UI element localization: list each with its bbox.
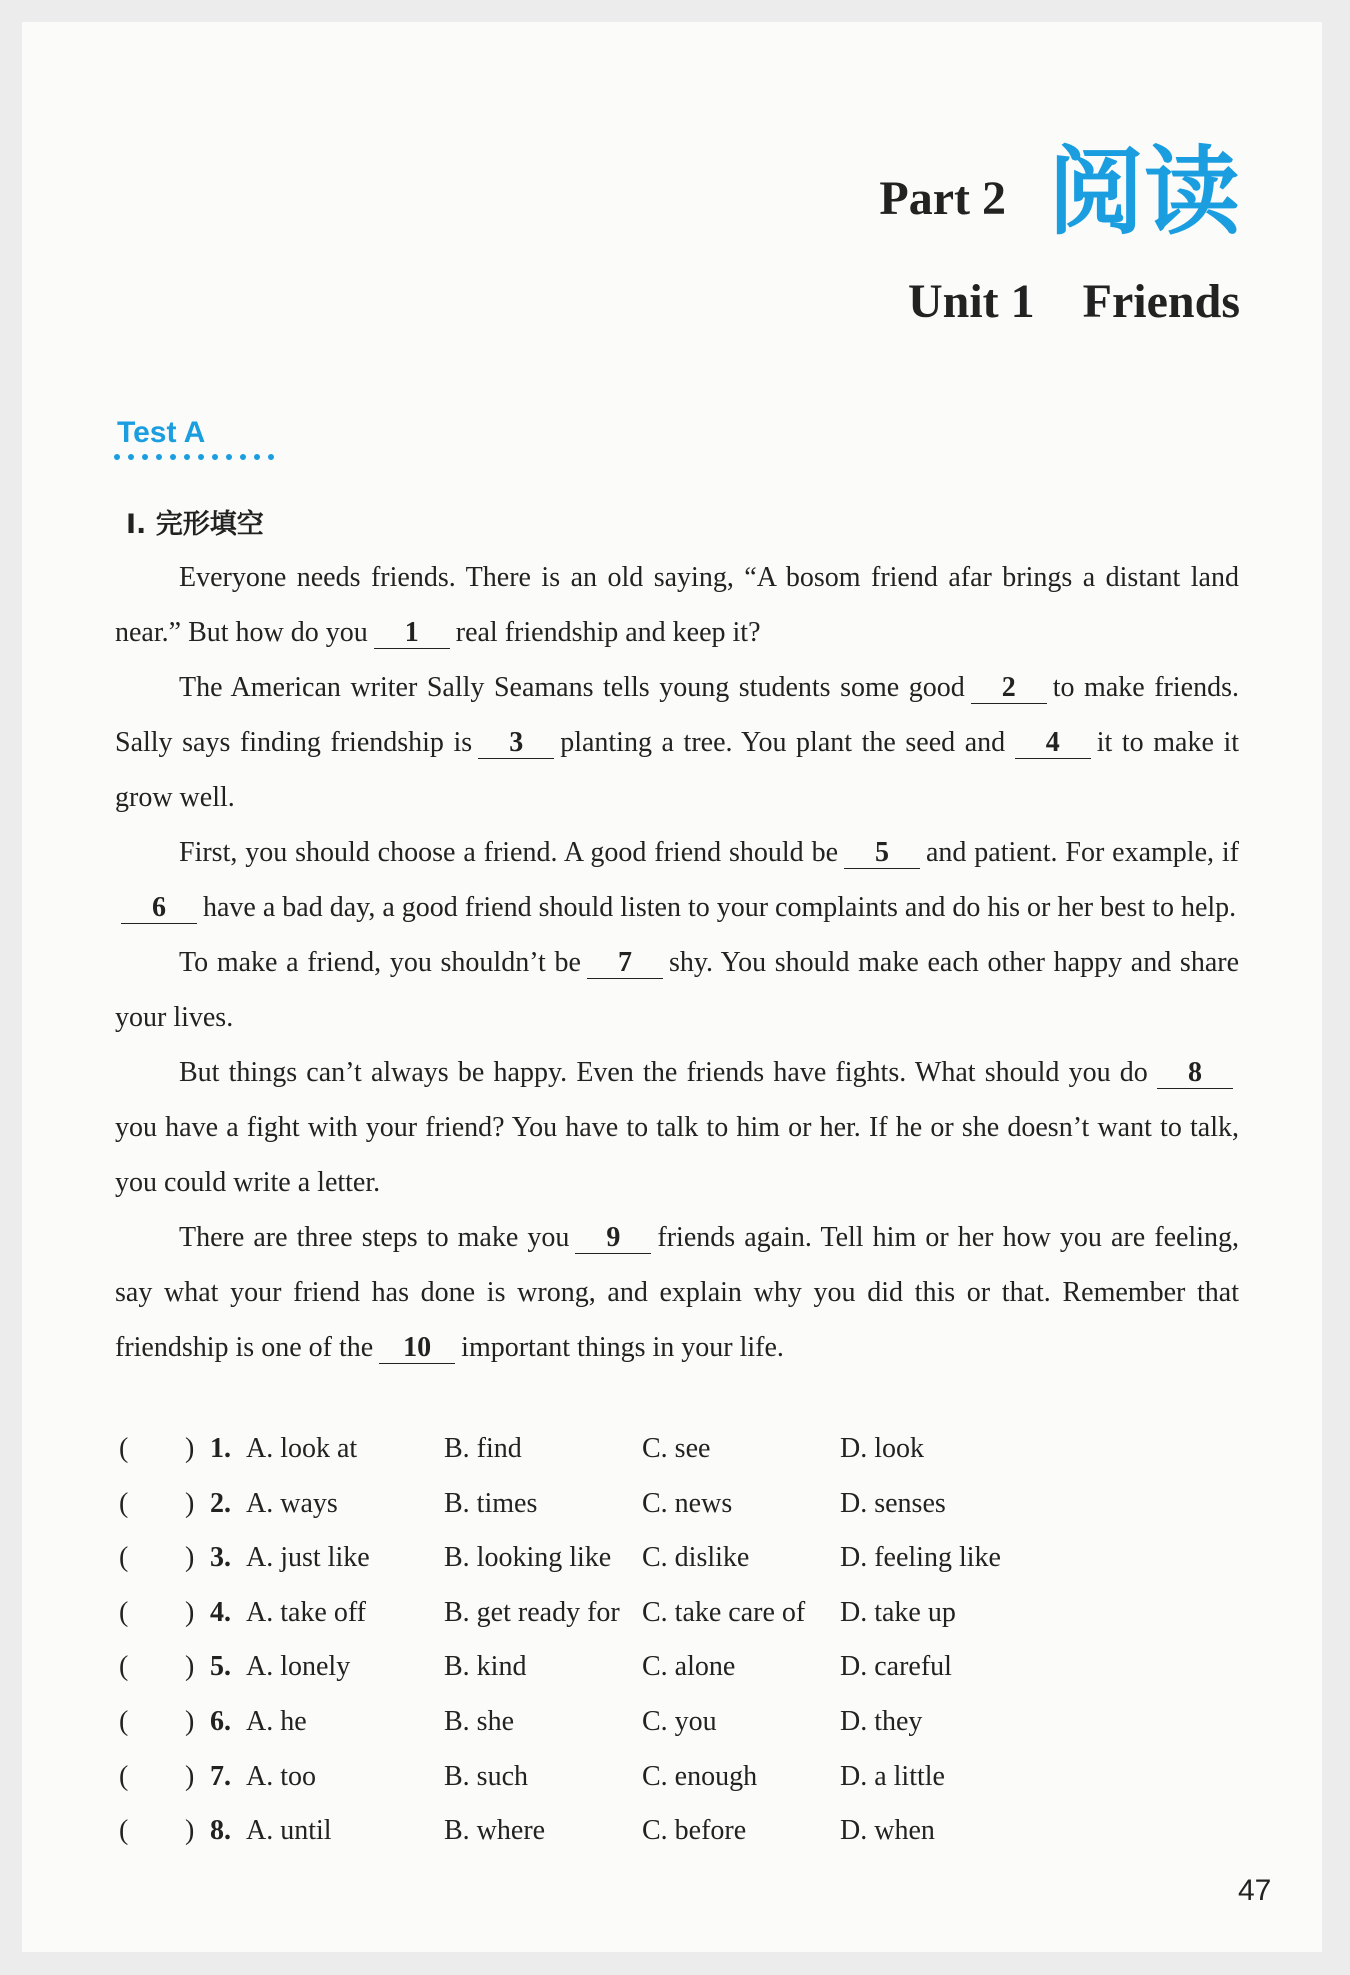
passage-paragraph: First, you should choose a friend. A good friend should be 5 and patient. For example, if6 have a bad day, a good friend should listen to your complaints and do his or her best to help. bbox=[115, 825, 1239, 935]
blank-3[interactable]: 3 bbox=[478, 728, 554, 759]
passage-paragraph: To make a friend, you shouldn’t be 7 shy. You should make each other happy and share your lives. bbox=[115, 947, 1239, 1033]
passage-paragraph: There are three steps to make you 9 friends again. Tell him or her how you are feeling, say what your friend has done is wrong, and explain why you did this or that. Remember that friendship is one of the 10 important things in your life. bbox=[115, 1222, 1239, 1363]
option-b: B. times bbox=[444, 1487, 538, 1519]
question-number: 4. bbox=[210, 1596, 231, 1628]
question-number: 3. bbox=[210, 1542, 231, 1574]
answer-paren-open[interactable]: ( bbox=[119, 1542, 129, 1574]
answer-paren-close: ) bbox=[185, 1487, 195, 1519]
answer-paren-close: ) bbox=[185, 1542, 195, 1574]
question-number: 8. bbox=[210, 1815, 231, 1847]
option-b: B. where bbox=[444, 1815, 546, 1847]
passage-paragraph: The American writer Sally Seamans tells young students some good 2 to make friends. Sally says finding friendship is 3 planting a tree. You plant the seed and 4 it to make it grow well. bbox=[115, 672, 1240, 813]
option-a: A. until bbox=[246, 1815, 332, 1847]
answer-paren-open[interactable]: ( bbox=[119, 1705, 129, 1737]
answer-paren-close: ) bbox=[185, 1815, 195, 1847]
question-number: 5. bbox=[210, 1651, 231, 1683]
option-a: A. look at bbox=[246, 1433, 358, 1464]
option-c: C. alone bbox=[642, 1651, 736, 1683]
option-d: D. a little bbox=[840, 1760, 945, 1792]
blank-1[interactable]: 1 bbox=[374, 618, 450, 649]
blank-8[interactable]: 8 bbox=[1157, 1058, 1233, 1089]
question-row bbox=[115, 1477, 1245, 1532]
question-row bbox=[115, 1750, 1245, 1805]
blank-7[interactable]: 7 bbox=[587, 948, 663, 979]
option-c: C. take care of bbox=[642, 1596, 806, 1628]
cloze-passage bbox=[115, 550, 1239, 1375]
option-d: D. they bbox=[840, 1705, 923, 1737]
question-row bbox=[115, 1695, 1245, 1750]
part-heading bbox=[879, 136, 1240, 248]
unit-title: Unit 1 Friends bbox=[907, 275, 1240, 328]
section-title: Ⅰ. 完形填空 bbox=[126, 509, 264, 540]
option-b: B. find bbox=[444, 1433, 522, 1464]
answer-paren-close: ) bbox=[185, 1651, 195, 1683]
blank-4[interactable]: 4 bbox=[1015, 728, 1091, 759]
option-b: B. such bbox=[444, 1760, 528, 1792]
option-b: B. kind bbox=[444, 1651, 527, 1683]
answer-paren-close: ) bbox=[185, 1433, 195, 1464]
blank-2[interactable]: 2 bbox=[971, 673, 1047, 704]
question-row bbox=[115, 1640, 1245, 1695]
reading-title: 阅读 bbox=[1048, 136, 1240, 248]
option-d: D. take up bbox=[840, 1596, 956, 1628]
part-label: Part 2 bbox=[879, 172, 1006, 225]
test-label: Test A bbox=[117, 416, 206, 449]
option-b: B. looking like bbox=[444, 1542, 612, 1574]
question-number: 7. bbox=[210, 1760, 231, 1792]
option-d: D. senses bbox=[840, 1487, 946, 1519]
blank-5[interactable]: 5 bbox=[844, 838, 920, 869]
answer-paren-close: ) bbox=[185, 1596, 195, 1628]
option-d: D. careful bbox=[840, 1651, 952, 1683]
option-b: B. she bbox=[444, 1705, 514, 1737]
option-c: C. dislike bbox=[642, 1542, 750, 1574]
option-a: A. he bbox=[246, 1705, 307, 1737]
answer-paren-open[interactable]: ( bbox=[119, 1760, 129, 1792]
question-row bbox=[115, 1804, 1245, 1859]
option-c: C. news bbox=[642, 1487, 733, 1519]
answer-paren-open[interactable]: ( bbox=[119, 1433, 129, 1464]
answer-paren-open[interactable]: ( bbox=[119, 1487, 129, 1519]
blank-6[interactable]: 6 bbox=[121, 893, 197, 924]
option-c: C. enough bbox=[642, 1760, 758, 1792]
answer-paren-open[interactable]: ( bbox=[119, 1651, 129, 1683]
option-a: A. just like bbox=[246, 1542, 370, 1574]
question-number: 6. bbox=[210, 1705, 231, 1737]
option-b: B. get ready for bbox=[444, 1596, 620, 1628]
option-c: C. see bbox=[642, 1433, 711, 1464]
option-d: D. look bbox=[840, 1433, 924, 1464]
option-a: A. too bbox=[246, 1760, 316, 1792]
page bbox=[22, 22, 1322, 1952]
test-label-dots bbox=[114, 454, 274, 460]
option-a: A. take off bbox=[246, 1596, 366, 1628]
question-number: 2. bbox=[210, 1487, 231, 1519]
page-number: 47 bbox=[1238, 1874, 1272, 1907]
blank-9[interactable]: 9 bbox=[575, 1223, 651, 1254]
option-d: D. feeling like bbox=[840, 1542, 1001, 1574]
blank-10[interactable]: 10 bbox=[379, 1333, 455, 1364]
question-row bbox=[115, 1422, 1245, 1477]
answer-paren-close: ) bbox=[185, 1760, 195, 1792]
option-a: A. ways bbox=[246, 1487, 338, 1519]
question-row bbox=[115, 1586, 1245, 1641]
question-row bbox=[115, 1531, 1245, 1586]
option-d: D. when bbox=[840, 1815, 935, 1847]
option-a: A. lonely bbox=[246, 1651, 351, 1683]
passage-paragraph: Everyone needs friends. There is an old saying, “A bosom friend afar brings a distant land near.” But how do you 1 real friendship and keep it? bbox=[115, 562, 1239, 648]
passage-paragraph: But things can’t always be happy. Even the friends have fights. What should you do 8you have a fight with your friend? You have to talk to him or her. If he or she doesn’t want to talk, you could write a letter. bbox=[115, 1057, 1239, 1198]
option-c: C. you bbox=[642, 1705, 717, 1737]
question-list bbox=[115, 1422, 1245, 1859]
answer-paren-close: ) bbox=[185, 1705, 195, 1737]
question-number: 1. bbox=[210, 1433, 231, 1464]
option-c: C. before bbox=[642, 1815, 747, 1847]
answer-paren-open[interactable]: ( bbox=[119, 1596, 129, 1628]
answer-paren-open[interactable]: ( bbox=[119, 1815, 129, 1847]
